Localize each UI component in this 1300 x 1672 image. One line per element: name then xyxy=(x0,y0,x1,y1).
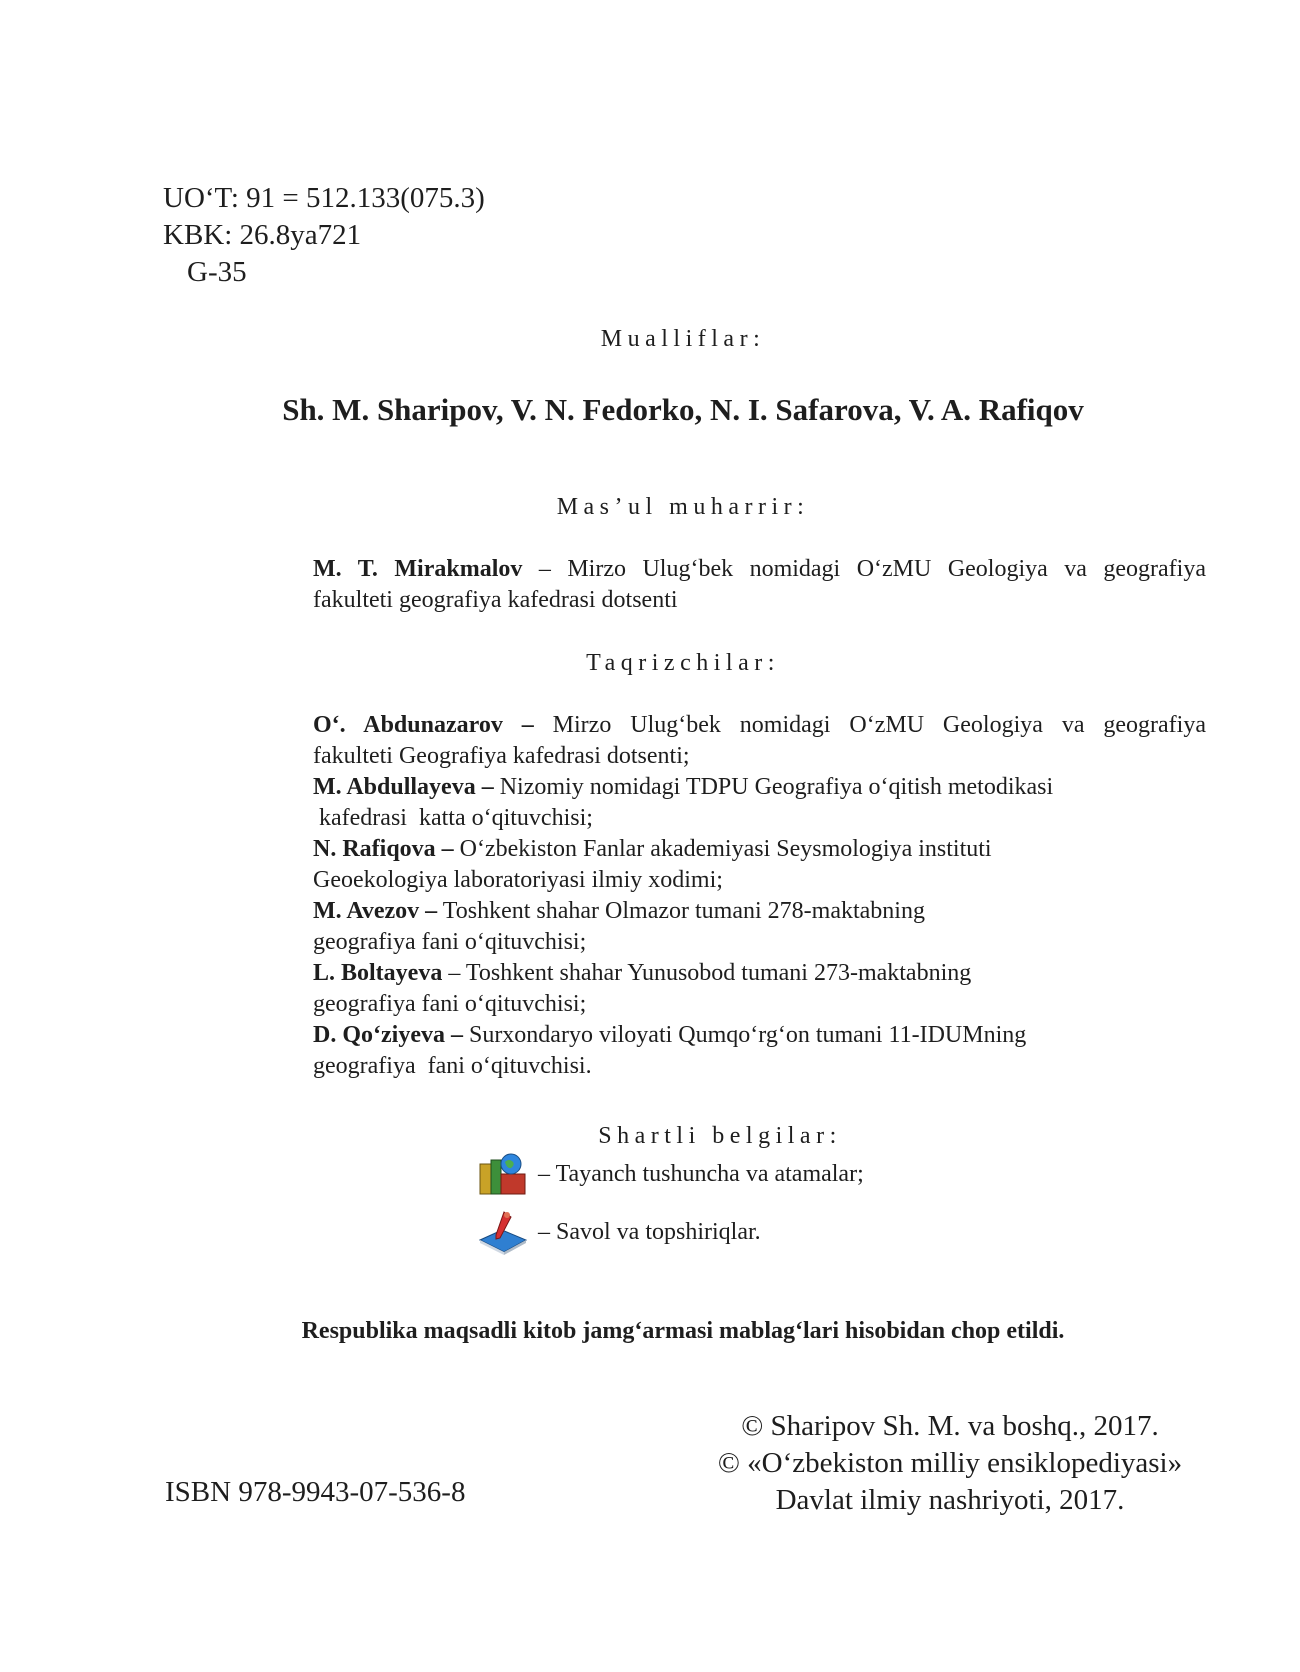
legend-row-1 xyxy=(478,1150,864,1198)
reviewer-affiliation-cont: kafedrasi katta o‘qituvchisi; xyxy=(313,805,593,831)
reviewer-name: M. Avezov – xyxy=(313,898,438,924)
editor-line-1 xyxy=(313,554,1206,585)
reviewers-list xyxy=(313,710,1206,1082)
copyright-line-2: © «O‘zbekiston milliy ensiklopediyasi» xyxy=(717,1447,1183,1479)
reviewer-line xyxy=(313,834,1206,865)
reviewer-affiliation-cont: geografiya fani o‘qituvchisi. xyxy=(313,1053,592,1079)
reviewer-line xyxy=(313,958,1206,989)
reviewer-name: D. Qo‘ziyeva – xyxy=(313,1022,463,1048)
reviewer-affiliation: – Toshkent shahar Yunusobod tumani 273-maktabning xyxy=(442,960,972,986)
editor-heading: Mas’ul muharrir: xyxy=(556,494,810,520)
uot-code: UO‘T: 91 = 512.133(075.3) xyxy=(163,182,485,214)
legend-text-2: – Savol va topshiriqlar. xyxy=(538,1218,761,1245)
legend-row-2 xyxy=(478,1208,761,1256)
funding-note: Respublika maqsadli kitob jamg‘armasi mablag‘lari hisobidan chop etildi. xyxy=(301,1318,1065,1344)
reviewer-affiliation: O‘zbekiston Fanlar akademiyasi Seysmologiya instituti xyxy=(453,836,992,862)
kbk-code: KBK: 26.8ya721 xyxy=(163,219,362,251)
reviewer-line xyxy=(313,710,1206,741)
reviewer-line xyxy=(313,772,1206,803)
authors-names: Sh. M. Sharipov, V. N. Fedorko, N. I. Safarova, V. A. Rafiqov xyxy=(282,392,1084,427)
reviewer-affiliation: Nizomiy nomidagi TDPU Geografiya o‘qitish metodikasi xyxy=(493,774,1054,800)
isbn: ISBN 978-9943-07-536-8 xyxy=(165,1476,466,1508)
reviewer-name: N. Rafiqova – xyxy=(313,836,454,862)
reviewer-name: L. Boltayeva xyxy=(313,960,443,986)
legend-heading: Shartli belgilar: xyxy=(598,1123,842,1149)
book-pen-icon xyxy=(478,1208,528,1256)
reviewer-affiliation-cont: fakulteti Geografiya kafedrasi dotsenti; xyxy=(313,743,690,769)
reviewer-name: M. Abdullayeva – xyxy=(313,774,494,800)
reviewer-affiliation: Toshkent shahar Olmazor tumani 278-maktabning xyxy=(437,898,925,924)
reviewer-name: O‘. Abdunazarov – xyxy=(313,712,534,738)
copyright-line-1: © Sharipov Sh. M. va boshq., 2017. xyxy=(741,1410,1159,1442)
catalog-code: G-35 xyxy=(187,256,247,288)
legend-item xyxy=(478,1150,864,1198)
authors-heading: Mualliflar: xyxy=(600,326,766,352)
reviewer-affiliation: Surxondaryo viloyati Qumqo‘rg‘on tumani 11-IDUMning xyxy=(462,1022,1027,1048)
reviewer-line xyxy=(313,1020,1206,1051)
reviewer-line xyxy=(313,896,1206,927)
classification-codes xyxy=(163,180,485,291)
reviewer-affiliation-cont: geografiya fani o‘qituvchisi; xyxy=(313,929,587,955)
reviewer-affiliation-cont: Geoekologiya laboratoriyasi ilmiy xodimi; xyxy=(313,867,723,893)
books-globe-icon xyxy=(478,1150,528,1198)
copyright-line-3: Davlat ilmiy nashriyoti, 2017. xyxy=(775,1484,1125,1516)
editor-affiliation-1: Mirzo Ulug‘bek nomidagi O‘zMU Geologiya va geografiya xyxy=(567,556,1206,582)
legend-item xyxy=(478,1208,761,1256)
reviewer-affiliation-cont: geografiya fani o‘qituvchisi; xyxy=(313,991,587,1017)
reviewers-heading: Taqrizchilar: xyxy=(586,650,780,676)
editor-name: M. T. Mirakmalov xyxy=(313,556,523,582)
copyright-block xyxy=(690,1408,1210,1519)
editor-separator: – xyxy=(522,556,568,582)
reviewer-affiliation: Mirzo Ulug‘bek nomidagi O‘zMU Geologiya va geografiya xyxy=(533,712,1206,738)
editor-affiliation-2: fakulteti geografiya kafedrasi dotsenti xyxy=(313,587,678,613)
editor-block xyxy=(313,554,1206,616)
legend-text-1: – Tayanch tushuncha va atamalar; xyxy=(538,1160,864,1187)
